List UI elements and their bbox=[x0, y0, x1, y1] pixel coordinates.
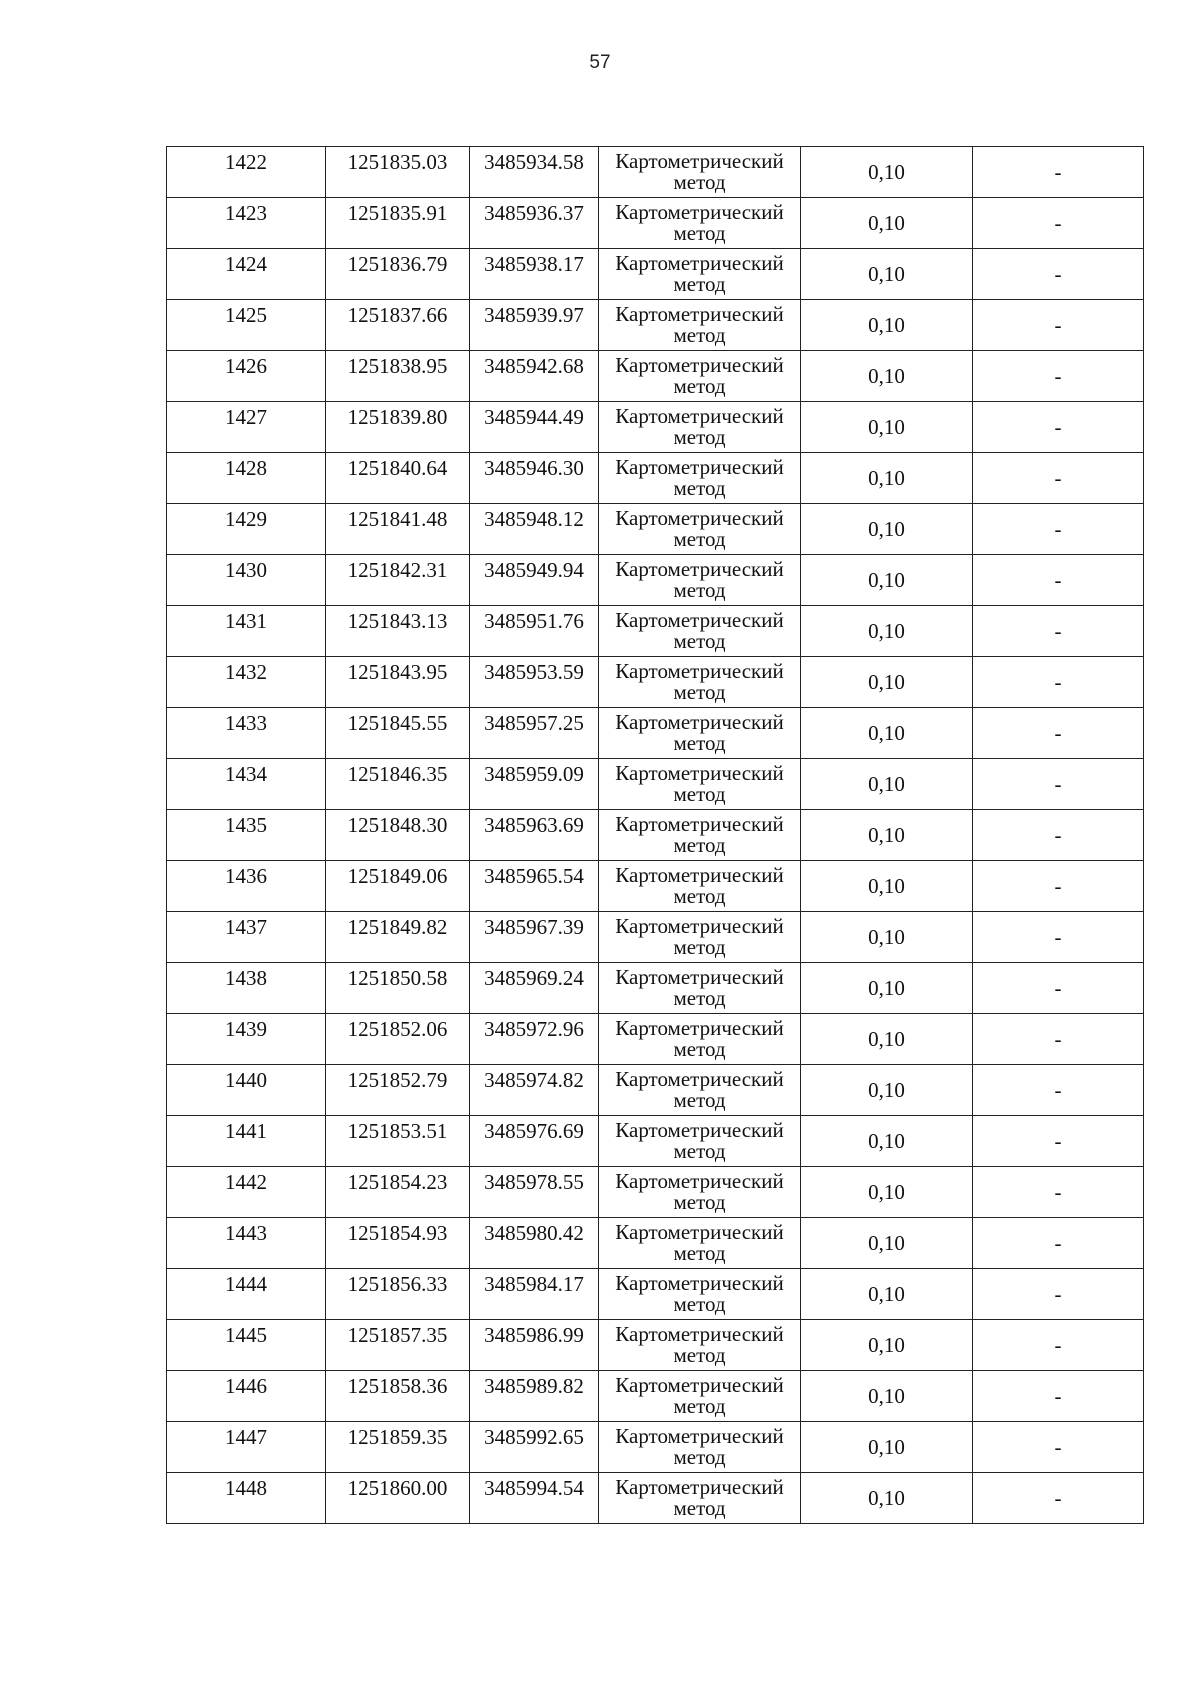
x-coordinate-cell: 1251852.79 bbox=[326, 1065, 470, 1116]
method-cell bbox=[599, 1473, 801, 1524]
y-coordinate-cell: 3485949.94 bbox=[470, 555, 599, 606]
method-line-1: Картометрический bbox=[615, 149, 784, 173]
accuracy-cell: 0,10 bbox=[801, 453, 973, 504]
table-row bbox=[167, 351, 1144, 402]
x-coordinate-cell: 1251857.35 bbox=[326, 1320, 470, 1371]
method-cell bbox=[599, 402, 801, 453]
x-coordinate-cell: 1251838.95 bbox=[326, 351, 470, 402]
accuracy-cell: 0,10 bbox=[801, 1269, 973, 1320]
method-line-2: метод bbox=[673, 1445, 726, 1469]
table-row bbox=[167, 708, 1144, 759]
method-line-1: Картометрический bbox=[615, 965, 784, 989]
method-cell bbox=[599, 912, 801, 963]
x-coordinate-cell: 1251860.00 bbox=[326, 1473, 470, 1524]
accuracy-cell: 0,10 bbox=[801, 1014, 973, 1065]
accuracy-cell: 0,10 bbox=[801, 1218, 973, 1269]
point-number-cell: 1437 bbox=[167, 912, 326, 963]
note-cell: - bbox=[973, 351, 1144, 402]
method-line-2: метод bbox=[673, 170, 726, 194]
point-number-cell: 1442 bbox=[167, 1167, 326, 1218]
table-row bbox=[167, 1422, 1144, 1473]
note-cell: - bbox=[973, 402, 1144, 453]
method-line-2: метод bbox=[673, 629, 726, 653]
point-number-cell: 1431 bbox=[167, 606, 326, 657]
method-line-2: метод bbox=[673, 1292, 726, 1316]
table-body bbox=[167, 147, 1144, 1524]
point-number-cell: 1432 bbox=[167, 657, 326, 708]
note-cell: - bbox=[973, 1473, 1144, 1524]
y-coordinate-cell: 3485946.30 bbox=[470, 453, 599, 504]
accuracy-cell: 0,10 bbox=[801, 555, 973, 606]
method-line-2: метод bbox=[673, 986, 726, 1010]
method-line-1: Картометрический bbox=[615, 608, 784, 632]
method-line-2: метод bbox=[673, 731, 726, 755]
y-coordinate-cell: 3485951.76 bbox=[470, 606, 599, 657]
method-line-2: метод bbox=[673, 578, 726, 602]
accuracy-cell: 0,10 bbox=[801, 759, 973, 810]
method-cell bbox=[599, 249, 801, 300]
method-line-1: Картометрический bbox=[615, 353, 784, 377]
table-row bbox=[167, 1269, 1144, 1320]
table-row bbox=[167, 963, 1144, 1014]
x-coordinate-cell: 1251852.06 bbox=[326, 1014, 470, 1065]
accuracy-cell: 0,10 bbox=[801, 1320, 973, 1371]
method-cell bbox=[599, 1320, 801, 1371]
point-number-cell: 1430 bbox=[167, 555, 326, 606]
coordinates-table bbox=[166, 146, 1144, 1524]
note-cell: - bbox=[973, 249, 1144, 300]
accuracy-cell: 0,10 bbox=[801, 1065, 973, 1116]
accuracy-cell: 0,10 bbox=[801, 249, 973, 300]
method-line-1: Картометрический bbox=[615, 761, 784, 785]
note-cell: - bbox=[973, 555, 1144, 606]
y-coordinate-cell: 3485972.96 bbox=[470, 1014, 599, 1065]
accuracy-cell: 0,10 bbox=[801, 1371, 973, 1422]
y-coordinate-cell: 3485942.68 bbox=[470, 351, 599, 402]
table-row bbox=[167, 555, 1144, 606]
y-coordinate-cell: 3485969.24 bbox=[470, 963, 599, 1014]
y-coordinate-cell: 3485948.12 bbox=[470, 504, 599, 555]
page-number: 57 bbox=[589, 52, 611, 73]
accuracy-cell: 0,10 bbox=[801, 657, 973, 708]
method-line-2: метод bbox=[673, 833, 726, 857]
method-cell bbox=[599, 1218, 801, 1269]
method-line-1: Картометрический bbox=[615, 1373, 784, 1397]
note-cell: - bbox=[973, 1218, 1144, 1269]
table-row bbox=[167, 402, 1144, 453]
x-coordinate-cell: 1251837.66 bbox=[326, 300, 470, 351]
method-line-2: метод bbox=[673, 221, 726, 245]
method-line-2: метод bbox=[673, 1037, 726, 1061]
y-coordinate-cell: 3485974.82 bbox=[470, 1065, 599, 1116]
table-row bbox=[167, 147, 1144, 198]
note-cell: - bbox=[973, 759, 1144, 810]
note-cell: - bbox=[973, 147, 1144, 198]
note-cell: - bbox=[973, 912, 1144, 963]
x-coordinate-cell: 1251845.55 bbox=[326, 708, 470, 759]
x-coordinate-cell: 1251835.91 bbox=[326, 198, 470, 249]
method-line-1: Картометрический bbox=[615, 812, 784, 836]
method-line-2: метод bbox=[673, 374, 726, 398]
note-cell: - bbox=[973, 504, 1144, 555]
point-number-cell: 1445 bbox=[167, 1320, 326, 1371]
y-coordinate-cell: 3485967.39 bbox=[470, 912, 599, 963]
note-cell: - bbox=[973, 1116, 1144, 1167]
method-line-2: метод bbox=[673, 476, 726, 500]
y-coordinate-cell: 3485963.69 bbox=[470, 810, 599, 861]
accuracy-cell: 0,10 bbox=[801, 708, 973, 759]
table-row bbox=[167, 657, 1144, 708]
method-cell bbox=[599, 708, 801, 759]
x-coordinate-cell: 1251854.93 bbox=[326, 1218, 470, 1269]
table-row bbox=[167, 810, 1144, 861]
method-cell bbox=[599, 555, 801, 606]
method-cell bbox=[599, 1167, 801, 1218]
method-cell bbox=[599, 1269, 801, 1320]
method-line-1: Картометрический bbox=[615, 1067, 784, 1091]
method-cell bbox=[599, 759, 801, 810]
point-number-cell: 1446 bbox=[167, 1371, 326, 1422]
y-coordinate-cell: 3485976.69 bbox=[470, 1116, 599, 1167]
note-cell: - bbox=[973, 657, 1144, 708]
method-line-2: метод bbox=[673, 782, 726, 806]
table-row bbox=[167, 606, 1144, 657]
accuracy-cell: 0,10 bbox=[801, 147, 973, 198]
x-coordinate-cell: 1251850.58 bbox=[326, 963, 470, 1014]
table-row bbox=[167, 1116, 1144, 1167]
method-line-2: метод bbox=[673, 884, 726, 908]
method-cell bbox=[599, 657, 801, 708]
method-cell bbox=[599, 861, 801, 912]
x-coordinate-cell: 1251854.23 bbox=[326, 1167, 470, 1218]
x-coordinate-cell: 1251835.03 bbox=[326, 147, 470, 198]
note-cell: - bbox=[973, 198, 1144, 249]
x-coordinate-cell: 1251856.33 bbox=[326, 1269, 470, 1320]
x-coordinate-cell: 1251858.36 bbox=[326, 1371, 470, 1422]
y-coordinate-cell: 3485936.37 bbox=[470, 198, 599, 249]
y-coordinate-cell: 3485944.49 bbox=[470, 402, 599, 453]
accuracy-cell: 0,10 bbox=[801, 504, 973, 555]
table-row bbox=[167, 300, 1144, 351]
x-coordinate-cell: 1251843.13 bbox=[326, 606, 470, 657]
method-line-2: метод bbox=[673, 1139, 726, 1163]
method-line-1: Картометрический bbox=[615, 455, 784, 479]
y-coordinate-cell: 3485934.58 bbox=[470, 147, 599, 198]
x-coordinate-cell: 1251842.31 bbox=[326, 555, 470, 606]
method-cell bbox=[599, 351, 801, 402]
y-coordinate-cell: 3485938.17 bbox=[470, 249, 599, 300]
note-cell: - bbox=[973, 1371, 1144, 1422]
y-coordinate-cell: 3485980.42 bbox=[470, 1218, 599, 1269]
method-line-2: метод bbox=[673, 1190, 726, 1214]
x-coordinate-cell: 1251841.48 bbox=[326, 504, 470, 555]
method-line-2: метод bbox=[673, 1343, 726, 1367]
note-cell: - bbox=[973, 810, 1144, 861]
accuracy-cell: 0,10 bbox=[801, 1473, 973, 1524]
y-coordinate-cell: 3485953.59 bbox=[470, 657, 599, 708]
method-line-2: метод bbox=[673, 1241, 726, 1265]
accuracy-cell: 0,10 bbox=[801, 912, 973, 963]
method-line-1: Картометрический bbox=[615, 404, 784, 428]
point-number-cell: 1433 bbox=[167, 708, 326, 759]
y-coordinate-cell: 3485939.97 bbox=[470, 300, 599, 351]
y-coordinate-cell: 3485984.17 bbox=[470, 1269, 599, 1320]
accuracy-cell: 0,10 bbox=[801, 810, 973, 861]
method-line-1: Картометрический bbox=[615, 863, 784, 887]
method-cell bbox=[599, 198, 801, 249]
accuracy-cell: 0,10 bbox=[801, 351, 973, 402]
accuracy-cell: 0,10 bbox=[801, 1116, 973, 1167]
x-coordinate-cell: 1251849.06 bbox=[326, 861, 470, 912]
x-coordinate-cell: 1251859.35 bbox=[326, 1422, 470, 1473]
table-row bbox=[167, 1065, 1144, 1116]
y-coordinate-cell: 3485994.54 bbox=[470, 1473, 599, 1524]
x-coordinate-cell: 1251846.35 bbox=[326, 759, 470, 810]
method-cell bbox=[599, 1116, 801, 1167]
point-number-cell: 1448 bbox=[167, 1473, 326, 1524]
point-number-cell: 1443 bbox=[167, 1218, 326, 1269]
table-row bbox=[167, 1218, 1144, 1269]
y-coordinate-cell: 3485978.55 bbox=[470, 1167, 599, 1218]
table-row bbox=[167, 1473, 1144, 1524]
accuracy-cell: 0,10 bbox=[801, 1422, 973, 1473]
y-coordinate-cell: 3485992.65 bbox=[470, 1422, 599, 1473]
method-line-1: Картометрический bbox=[615, 506, 784, 530]
method-cell bbox=[599, 963, 801, 1014]
point-number-cell: 1444 bbox=[167, 1269, 326, 1320]
accuracy-cell: 0,10 bbox=[801, 606, 973, 657]
table-row bbox=[167, 249, 1144, 300]
note-cell: - bbox=[973, 1167, 1144, 1218]
point-number-cell: 1429 bbox=[167, 504, 326, 555]
method-line-1: Картометрический bbox=[615, 557, 784, 581]
table-row bbox=[167, 1167, 1144, 1218]
note-cell: - bbox=[973, 453, 1144, 504]
method-line-1: Картометрический bbox=[615, 710, 784, 734]
x-coordinate-cell: 1251848.30 bbox=[326, 810, 470, 861]
x-coordinate-cell: 1251843.95 bbox=[326, 657, 470, 708]
point-number-cell: 1438 bbox=[167, 963, 326, 1014]
note-cell: - bbox=[973, 300, 1144, 351]
method-line-1: Картометрический bbox=[615, 1322, 784, 1346]
table-row bbox=[167, 1371, 1144, 1422]
method-line-1: Картометрический bbox=[615, 1016, 784, 1040]
point-number-cell: 1441 bbox=[167, 1116, 326, 1167]
point-number-cell: 1440 bbox=[167, 1065, 326, 1116]
table-row bbox=[167, 504, 1144, 555]
y-coordinate-cell: 3485957.25 bbox=[470, 708, 599, 759]
point-number-cell: 1447 bbox=[167, 1422, 326, 1473]
y-coordinate-cell: 3485986.99 bbox=[470, 1320, 599, 1371]
accuracy-cell: 0,10 bbox=[801, 198, 973, 249]
x-coordinate-cell: 1251849.82 bbox=[326, 912, 470, 963]
method-cell bbox=[599, 1422, 801, 1473]
point-number-cell: 1423 bbox=[167, 198, 326, 249]
point-number-cell: 1424 bbox=[167, 249, 326, 300]
method-cell bbox=[599, 453, 801, 504]
method-cell bbox=[599, 147, 801, 198]
method-cell bbox=[599, 300, 801, 351]
method-line-2: метод bbox=[673, 680, 726, 704]
method-cell bbox=[599, 504, 801, 555]
accuracy-cell: 0,10 bbox=[801, 963, 973, 1014]
method-cell bbox=[599, 1014, 801, 1065]
method-cell bbox=[599, 1371, 801, 1422]
method-line-1: Картометрический bbox=[615, 1475, 784, 1499]
note-cell: - bbox=[973, 1014, 1144, 1065]
method-line-2: метод bbox=[673, 425, 726, 449]
point-number-cell: 1422 bbox=[167, 147, 326, 198]
method-line-2: метод bbox=[673, 323, 726, 347]
note-cell: - bbox=[973, 963, 1144, 1014]
point-number-cell: 1428 bbox=[167, 453, 326, 504]
note-cell: - bbox=[973, 861, 1144, 912]
point-number-cell: 1427 bbox=[167, 402, 326, 453]
method-line-1: Картометрический bbox=[615, 251, 784, 275]
method-line-2: метод bbox=[673, 272, 726, 296]
method-line-2: метод bbox=[673, 1496, 726, 1520]
point-number-cell: 1436 bbox=[167, 861, 326, 912]
accuracy-cell: 0,10 bbox=[801, 1167, 973, 1218]
table-row bbox=[167, 912, 1144, 963]
method-cell bbox=[599, 810, 801, 861]
note-cell: - bbox=[973, 606, 1144, 657]
method-line-2: метод bbox=[673, 1088, 726, 1112]
method-cell bbox=[599, 1065, 801, 1116]
method-line-1: Картометрический bbox=[615, 302, 784, 326]
method-line-1: Картометрический bbox=[615, 659, 784, 683]
table-row bbox=[167, 861, 1144, 912]
method-line-1: Картометрический bbox=[615, 200, 784, 224]
method-cell bbox=[599, 606, 801, 657]
table-row bbox=[167, 759, 1144, 810]
note-cell: - bbox=[973, 1320, 1144, 1371]
y-coordinate-cell: 3485989.82 bbox=[470, 1371, 599, 1422]
accuracy-cell: 0,10 bbox=[801, 300, 973, 351]
table-row bbox=[167, 1014, 1144, 1065]
point-number-cell: 1425 bbox=[167, 300, 326, 351]
point-number-cell: 1434 bbox=[167, 759, 326, 810]
table-row bbox=[167, 198, 1144, 249]
accuracy-cell: 0,10 bbox=[801, 402, 973, 453]
x-coordinate-cell: 1251840.64 bbox=[326, 453, 470, 504]
method-line-1: Картометрический bbox=[615, 1118, 784, 1142]
point-number-cell: 1435 bbox=[167, 810, 326, 861]
note-cell: - bbox=[973, 1422, 1144, 1473]
method-line-1: Картометрический bbox=[615, 1424, 784, 1448]
note-cell: - bbox=[973, 708, 1144, 759]
point-number-cell: 1426 bbox=[167, 351, 326, 402]
y-coordinate-cell: 3485959.09 bbox=[470, 759, 599, 810]
method-line-2: метод bbox=[673, 1394, 726, 1418]
method-line-2: метод bbox=[673, 935, 726, 959]
x-coordinate-cell: 1251853.51 bbox=[326, 1116, 470, 1167]
method-line-1: Картометрический bbox=[615, 1169, 784, 1193]
point-number-cell: 1439 bbox=[167, 1014, 326, 1065]
note-cell: - bbox=[973, 1269, 1144, 1320]
accuracy-cell: 0,10 bbox=[801, 861, 973, 912]
x-coordinate-cell: 1251839.80 bbox=[326, 402, 470, 453]
method-line-1: Картометрический bbox=[615, 1220, 784, 1244]
y-coordinate-cell: 3485965.54 bbox=[470, 861, 599, 912]
method-line-2: метод bbox=[673, 527, 726, 551]
note-cell: - bbox=[973, 1065, 1144, 1116]
method-line-1: Картометрический bbox=[615, 1271, 784, 1295]
table-row bbox=[167, 1320, 1144, 1371]
table-row bbox=[167, 453, 1144, 504]
method-line-1: Картометрический bbox=[615, 914, 784, 938]
x-coordinate-cell: 1251836.79 bbox=[326, 249, 470, 300]
